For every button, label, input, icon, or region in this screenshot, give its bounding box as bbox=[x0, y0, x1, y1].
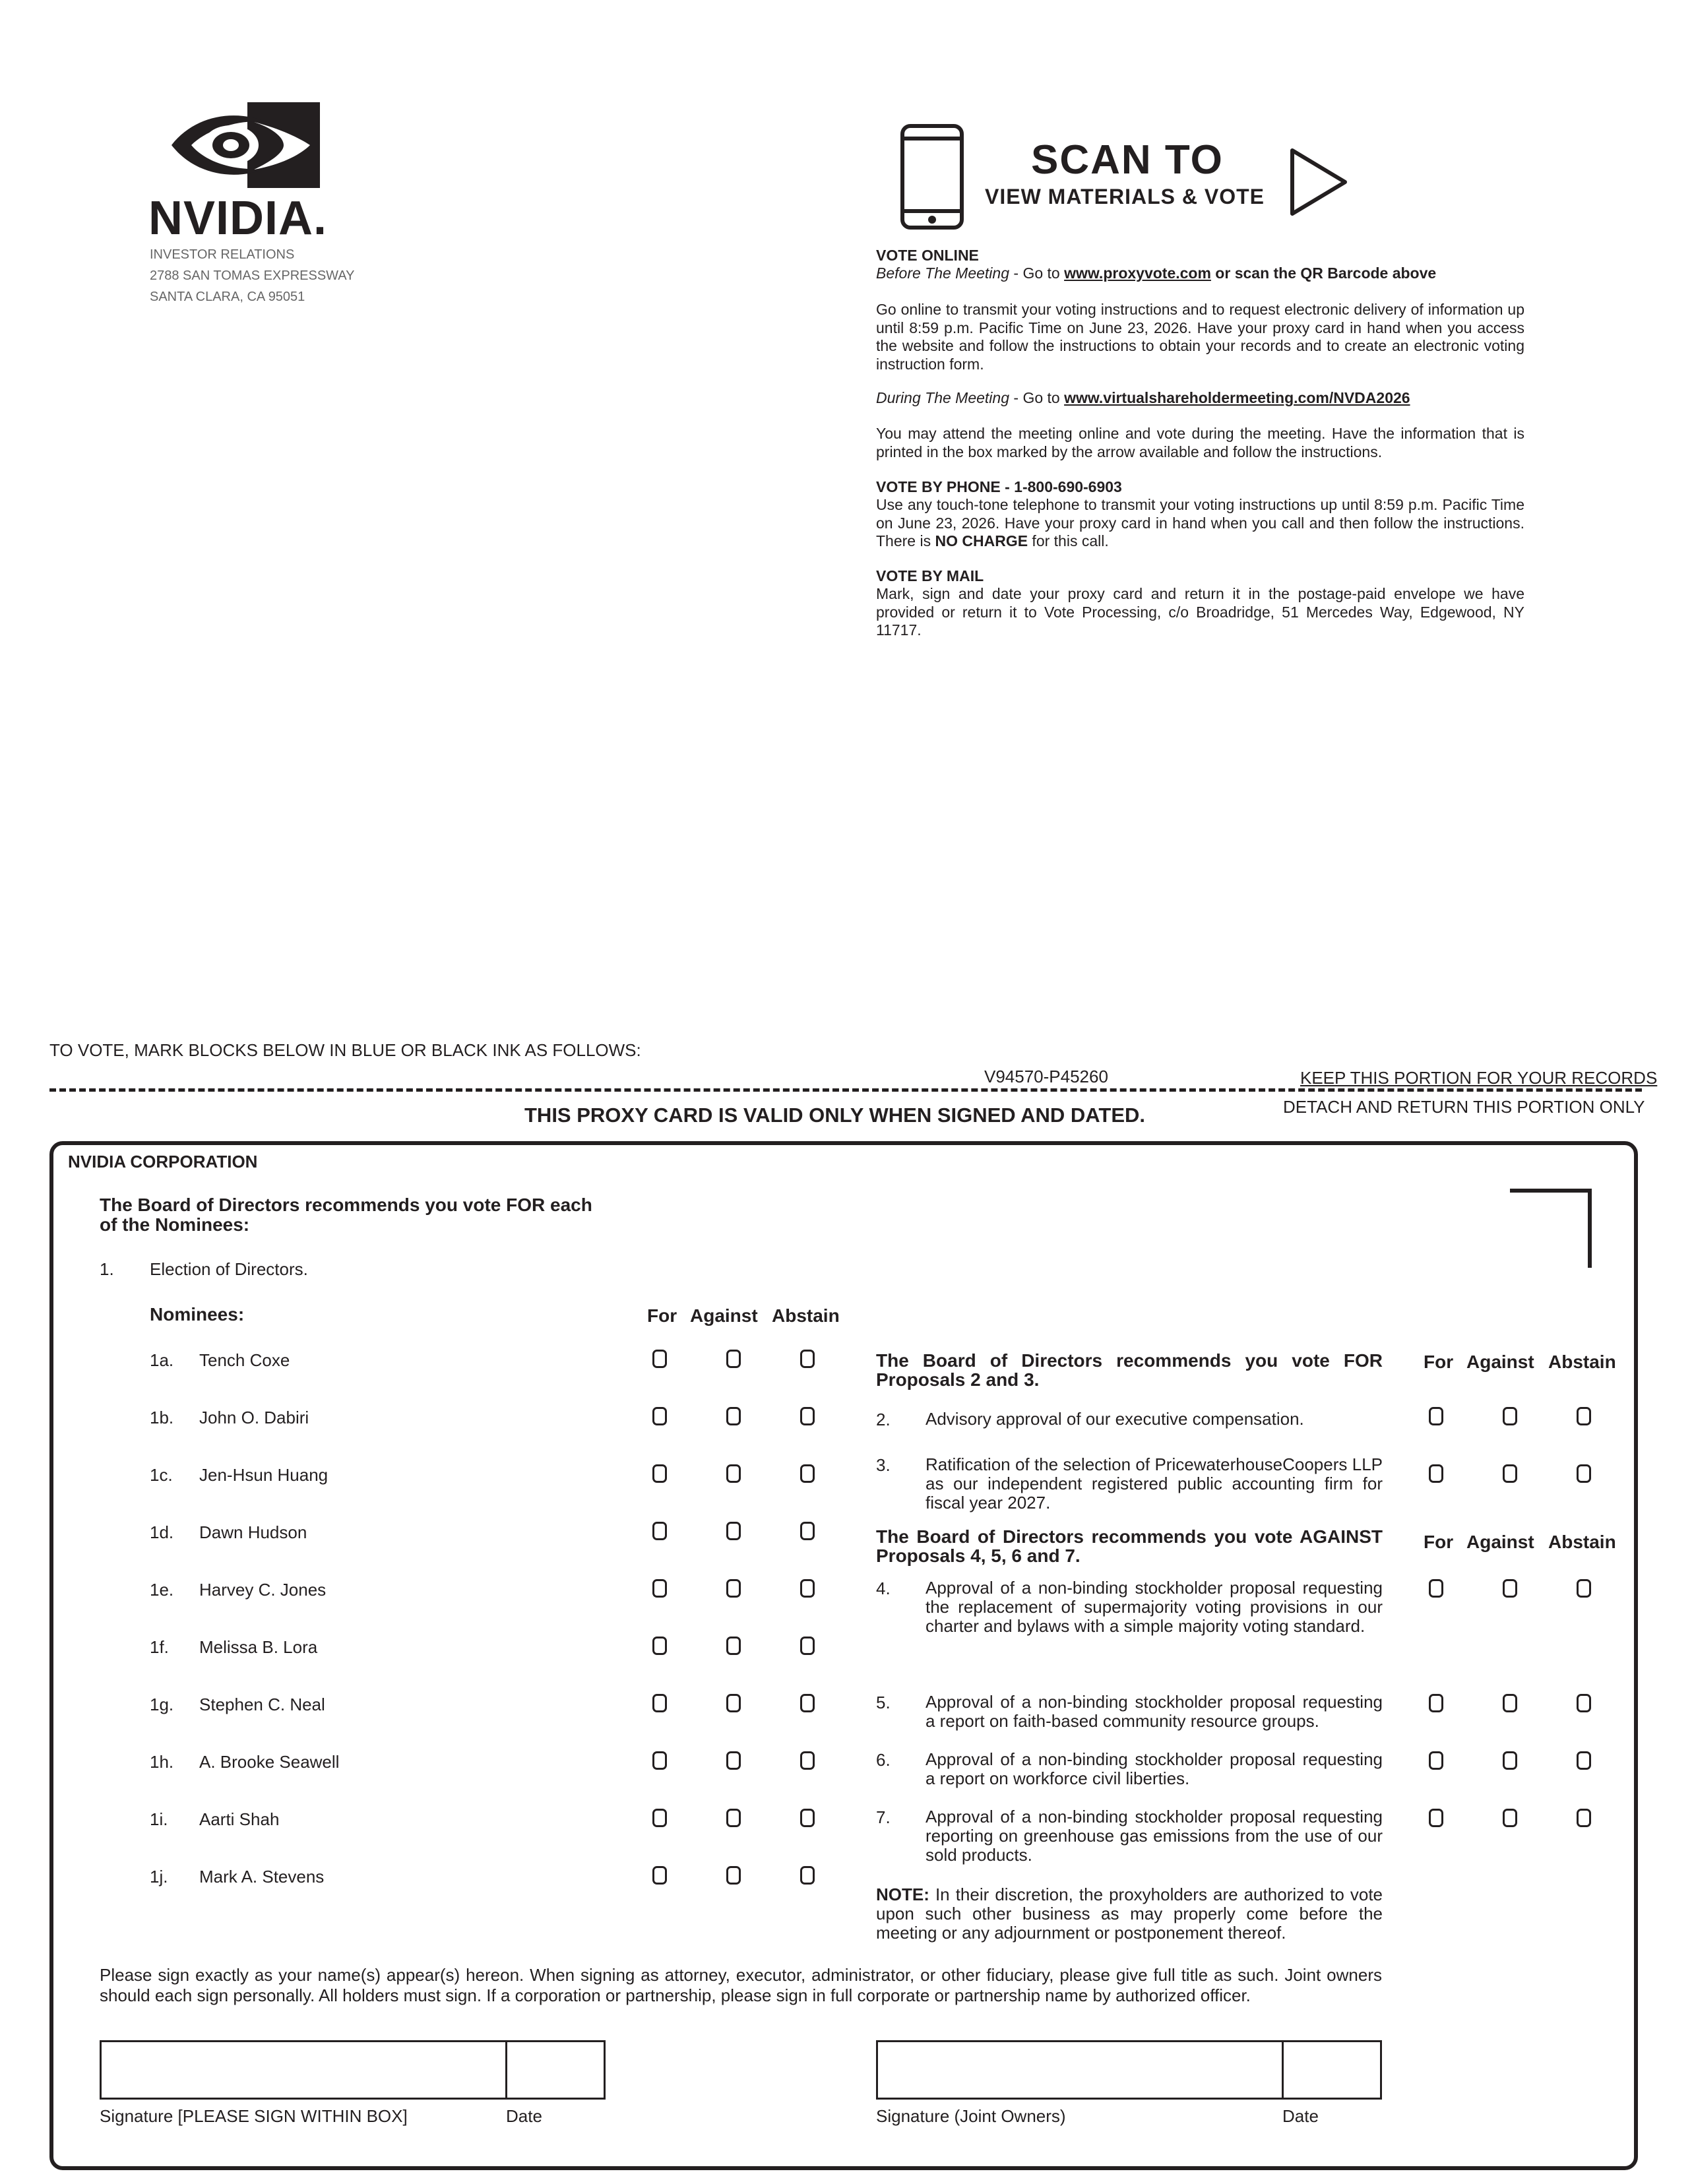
col-for-header: For bbox=[647, 1305, 677, 1326]
board-rec-1-line1: The Board of Directors recommends you vote FOR each bbox=[100, 1195, 592, 1215]
col-for-header-3: For bbox=[1424, 1532, 1454, 1552]
proposal-2-number: 2. bbox=[876, 1410, 891, 1429]
nominee-name: Melissa B. Lora bbox=[199, 1637, 318, 1657]
detach-return-text: DETACH AND RETURN THIS PORTION ONLY bbox=[1283, 1097, 1645, 1117]
address-line-2: 2788 SAN TOMAS EXPRESSWAY bbox=[150, 268, 355, 283]
nominee-1b-abstain-checkbox[interactable] bbox=[800, 1407, 815, 1425]
phone-icon bbox=[900, 124, 964, 230]
date-label: Date bbox=[506, 2106, 542, 2126]
nvidia-logo bbox=[148, 102, 340, 245]
nominee-1b-against-checkbox[interactable] bbox=[726, 1407, 741, 1425]
vote-online-body: Go online to transmit your voting instructions and to request electronic delivery of information up until 8:59 p.m. Pacific Time on June 23, 2026. Have your proxy card in hand when you access the website and follow the instructions to obtain your records and to create an electronic voting instruction form. bbox=[876, 301, 1524, 373]
board-recommendation-2: The Board of Directors recommends you vote FOR Proposals 2 and 3. bbox=[876, 1350, 1383, 1390]
proposal-5-abstain-checkbox[interactable] bbox=[1577, 1694, 1591, 1712]
nominee-1d-abstain-checkbox[interactable] bbox=[800, 1522, 815, 1540]
scan-title: SCAN TO bbox=[1031, 137, 1224, 183]
nominee-id: 1d. bbox=[150, 1522, 174, 1542]
proposal-3-for-checkbox[interactable] bbox=[1429, 1464, 1443, 1483]
proposal-6-abstain-checkbox[interactable] bbox=[1577, 1751, 1591, 1770]
mark-instructions: TO VOTE, MARK BLOCKS BELOW IN BLUE OR BLACK INK AS FOLLOWS: bbox=[49, 1040, 641, 1060]
col-abstain-header-2: Abstain bbox=[1548, 1352, 1616, 1372]
proposal-7-against-checkbox[interactable] bbox=[1503, 1809, 1517, 1827]
no-charge-text: NO CHARGE bbox=[935, 532, 1028, 549]
proposal-6-against-checkbox[interactable] bbox=[1503, 1751, 1517, 1770]
nominee-id: 1c. bbox=[150, 1465, 173, 1485]
corner-mark bbox=[1510, 1189, 1592, 1268]
before-meeting-label: Before The Meeting bbox=[876, 265, 1010, 282]
note-text: In their discretion, the proxyholders are authorized to vote upon such other business as may properly come before the meeting or any adjournment or postponement thereof. bbox=[876, 1885, 1383, 1943]
during-meeting-label: During The Meeting bbox=[876, 389, 1009, 406]
proposal-3-text: Ratification of the selection of PricewaterhouseCoopers LLP as our independent registered public accounting firm for fiscal year 2027. bbox=[925, 1454, 1383, 1513]
nominee-name: Mark A. Stevens bbox=[199, 1867, 325, 1887]
nominee-id: 1b. bbox=[150, 1408, 174, 1427]
proposal-4-abstain-checkbox[interactable] bbox=[1577, 1579, 1591, 1598]
address-line-3: SANTA CLARA, CA 95051 bbox=[150, 290, 305, 304]
proposal-2-text: Advisory approval of our executive compensation. bbox=[925, 1409, 1304, 1429]
col-abstain-header: Abstain bbox=[772, 1305, 840, 1326]
nominee-name: Jen-Hsun Huang bbox=[199, 1465, 329, 1485]
arrow-play-icon bbox=[1290, 148, 1349, 216]
joint-signature-label: Signature (Joint Owners) bbox=[876, 2106, 1066, 2126]
during-meeting-body: You may attend the meeting online and vote during the meeting. Have the information that is printed in the box marked by the arrow available and follow the instructions. bbox=[876, 425, 1524, 460]
nominee-name: Tench Coxe bbox=[199, 1350, 290, 1370]
proposal-6-text: Approval of a non-binding stockholder proposal requesting a report on workforce civil liberties. bbox=[925, 1749, 1383, 1788]
nominee-1a-for-checkbox[interactable] bbox=[652, 1350, 667, 1368]
proxyvote-link[interactable]: www.proxyvote.com bbox=[1064, 265, 1211, 282]
proposal-7-for-checkbox[interactable] bbox=[1429, 1809, 1443, 1827]
proposal-3-number: 3. bbox=[876, 1455, 891, 1475]
vote-online-heading: VOTE ONLINE bbox=[876, 247, 979, 264]
proposal-7-text: Approval of a non-binding stockholder proposal requesting reporting on greenhouse gas emissions from the use of our sold products. bbox=[925, 1807, 1383, 1865]
nominee-name: Harvey C. Jones bbox=[199, 1580, 327, 1600]
signing-instructions: Please sign exactly as your name(s) appear(s) hereon. When signing as attorney, executor, administrator, or other fiduciary, please give full title as such. Joint owners should each sign personally. All holders must sign. If a corporation or partnership, please sign in full corporate or partnership name by authorized officer. bbox=[100, 1965, 1382, 2005]
proposal-3-against-checkbox[interactable] bbox=[1503, 1464, 1517, 1483]
nominee-1h-abstain-checkbox[interactable] bbox=[800, 1751, 815, 1770]
vote-mail-body: Mark, sign and date your proxy card and return it in the postage-paid envelope we have provided or return it to Vote Processing, c/o Broadridge, 51 Mercedes Way, Edgewood, NY 11717. bbox=[876, 585, 1524, 639]
board-rec-1-line2: of the Nominees: bbox=[100, 1214, 250, 1235]
nominee-1d-for-checkbox[interactable] bbox=[652, 1522, 667, 1540]
proposal-5-text: Approval of a non-binding stockholder proposal requesting a report on faith-based community resource groups. bbox=[925, 1692, 1383, 1731]
nominee-id: 1f. bbox=[150, 1637, 169, 1657]
during-meeting-line bbox=[876, 389, 1524, 408]
nominee-1c-against-checkbox[interactable] bbox=[726, 1464, 741, 1483]
proposal-6-number: 6. bbox=[876, 1750, 891, 1770]
proposal-3-abstain-checkbox[interactable] bbox=[1577, 1464, 1591, 1483]
nominee-1j-for-checkbox[interactable] bbox=[652, 1866, 667, 1885]
nominee-1c-for-checkbox[interactable] bbox=[652, 1464, 667, 1483]
nominee-1d-against-checkbox[interactable] bbox=[726, 1522, 741, 1540]
nominee-1j-against-checkbox[interactable] bbox=[726, 1866, 741, 1885]
valid-notice: THIS PROXY CARD IS VALID ONLY WHEN SIGNED AND DATED. bbox=[524, 1104, 1146, 1127]
phone-body-text: Use any touch-tone telephone to transmit your voting instructions up until 8:59 p.m. Pacific Time on June 23, 2026. Have your proxy card in hand when you call and then follow the instructions. There is bbox=[876, 496, 1524, 549]
nominee-id: 1h. bbox=[150, 1752, 174, 1772]
nominee-id: 1j. bbox=[150, 1867, 168, 1887]
address-line-1: INVESTOR RELATIONS bbox=[150, 247, 295, 262]
proposal-5-against-checkbox[interactable] bbox=[1503, 1694, 1517, 1712]
nominee-1j-abstain-checkbox[interactable] bbox=[800, 1866, 815, 1885]
nominee-name: John O. Dabiri bbox=[199, 1408, 309, 1427]
proposal-2-for-checkbox[interactable] bbox=[1429, 1407, 1443, 1425]
before-goto-text: - Go to bbox=[1009, 265, 1065, 282]
proposal-2-abstain-checkbox[interactable] bbox=[1577, 1407, 1591, 1425]
proposal-4-number: 4. bbox=[876, 1578, 891, 1598]
nominee-name: Aarti Shah bbox=[199, 1809, 280, 1829]
before-meeting-rest: or scan the QR Barcode above bbox=[1210, 265, 1437, 282]
keep-portion-text: KEEP THIS PORTION FOR YOUR RECORDS bbox=[1300, 1068, 1658, 1088]
nominee-1h-for-checkbox[interactable] bbox=[652, 1751, 667, 1770]
proposal-6-for-checkbox[interactable] bbox=[1429, 1751, 1443, 1770]
nominee-1f-abstain-checkbox[interactable] bbox=[800, 1637, 815, 1655]
document-code: V94570-P45260 bbox=[984, 1067, 1108, 1086]
card-company-name: NVIDIA CORPORATION bbox=[68, 1152, 258, 1171]
col-for-header-2: For bbox=[1424, 1352, 1454, 1372]
proxy-note bbox=[876, 1885, 1383, 1943]
nominee-1e-against-checkbox[interactable] bbox=[726, 1579, 741, 1598]
col-against-header-3: Against bbox=[1466, 1532, 1534, 1552]
note-label: NOTE: bbox=[876, 1885, 929, 1904]
detach-line bbox=[49, 1088, 1642, 1092]
nominee-1g-against-checkbox[interactable] bbox=[726, 1694, 741, 1712]
date-divider bbox=[505, 2042, 507, 2098]
proposal-7-number: 7. bbox=[876, 1807, 891, 1827]
during-goto-text: - Go to bbox=[1009, 389, 1065, 406]
col-against-header-2: Against bbox=[1466, 1352, 1534, 1372]
proposal-5-number: 5. bbox=[876, 1693, 891, 1712]
board-recommendation-3: The Board of Directors recommends you vote AGAINST Proposals 4, 5, 6 and 7. bbox=[876, 1526, 1383, 1566]
phone-body-end: for this call. bbox=[1028, 532, 1109, 549]
joint-date-label: Date bbox=[1282, 2106, 1319, 2126]
proposal-4-text: Approval of a non-binding stockholder proposal requesting the replacement of supermajority voting provisions in our charter and bylaws with a simple majority voting standard. bbox=[925, 1578, 1383, 1636]
joint-signature-box[interactable] bbox=[876, 2040, 1382, 2100]
nominee-name: Stephen C. Neal bbox=[199, 1695, 325, 1714]
nominee-name: A. Brooke Seawell bbox=[199, 1752, 340, 1772]
signature-box[interactable] bbox=[100, 2040, 606, 2100]
before-meeting-line bbox=[876, 265, 1524, 283]
nominee-id: 1a. bbox=[150, 1350, 174, 1370]
nominee-1g-for-checkbox[interactable] bbox=[652, 1694, 667, 1712]
col-against-header: Against bbox=[690, 1305, 758, 1326]
joint-date-divider bbox=[1282, 2042, 1284, 2098]
proposal-7-abstain-checkbox[interactable] bbox=[1577, 1809, 1591, 1827]
proposal-2-against-checkbox[interactable] bbox=[1503, 1407, 1517, 1425]
signature-label: Signature [PLEASE SIGN WITHIN BOX] bbox=[100, 2106, 408, 2126]
nominees-label: Nominees: bbox=[150, 1304, 245, 1325]
nominee-1i-against-checkbox[interactable] bbox=[726, 1809, 741, 1827]
proposal-5-for-checkbox[interactable] bbox=[1429, 1694, 1443, 1712]
nominee-id: 1g. bbox=[150, 1695, 174, 1714]
nominee-id: 1e. bbox=[150, 1580, 174, 1600]
nominee-1i-for-checkbox[interactable] bbox=[652, 1809, 667, 1827]
virtual-meeting-link[interactable]: www.virtualshareholdermeeting.com/NVDA2026 bbox=[1064, 389, 1410, 406]
nominee-1e-for-checkbox[interactable] bbox=[652, 1579, 667, 1598]
vote-phone-body bbox=[876, 496, 1524, 551]
nominee-1a-against-checkbox[interactable] bbox=[726, 1350, 741, 1368]
nominee-1b-for-checkbox[interactable] bbox=[652, 1407, 667, 1425]
nominee-1f-against-checkbox[interactable] bbox=[726, 1637, 741, 1655]
nominee-id: 1i. bbox=[150, 1809, 168, 1829]
item-1-number: 1. bbox=[100, 1259, 114, 1279]
nominee-1e-abstain-checkbox[interactable] bbox=[800, 1579, 815, 1598]
proposal-4-for-checkbox[interactable] bbox=[1429, 1579, 1443, 1598]
nominee-name: Dawn Hudson bbox=[199, 1522, 307, 1542]
scan-subtitle: VIEW MATERIALS & VOTE bbox=[985, 185, 1265, 208]
nominee-1f-for-checkbox[interactable] bbox=[652, 1637, 667, 1655]
nominee-1i-abstain-checkbox[interactable] bbox=[800, 1809, 815, 1827]
nominee-1c-abstain-checkbox[interactable] bbox=[800, 1464, 815, 1483]
col-abstain-header-3: Abstain bbox=[1548, 1532, 1616, 1552]
board-recommendation-1 bbox=[100, 1195, 627, 1235]
proposal-4-against-checkbox[interactable] bbox=[1503, 1579, 1517, 1598]
item-1-label: Election of Directors. bbox=[150, 1259, 308, 1279]
vote-mail-heading: VOTE BY MAIL bbox=[876, 567, 984, 584]
nvidia-wordmark: NVIDIA. bbox=[148, 192, 328, 245]
nominee-1g-abstain-checkbox[interactable] bbox=[800, 1694, 815, 1712]
nvidia-eye-icon bbox=[168, 102, 320, 188]
vote-phone-heading: VOTE BY PHONE - 1-800-690-6903 bbox=[876, 478, 1122, 495]
nominee-1h-against-checkbox[interactable] bbox=[726, 1751, 741, 1770]
nominee-1a-abstain-checkbox[interactable] bbox=[800, 1350, 815, 1368]
